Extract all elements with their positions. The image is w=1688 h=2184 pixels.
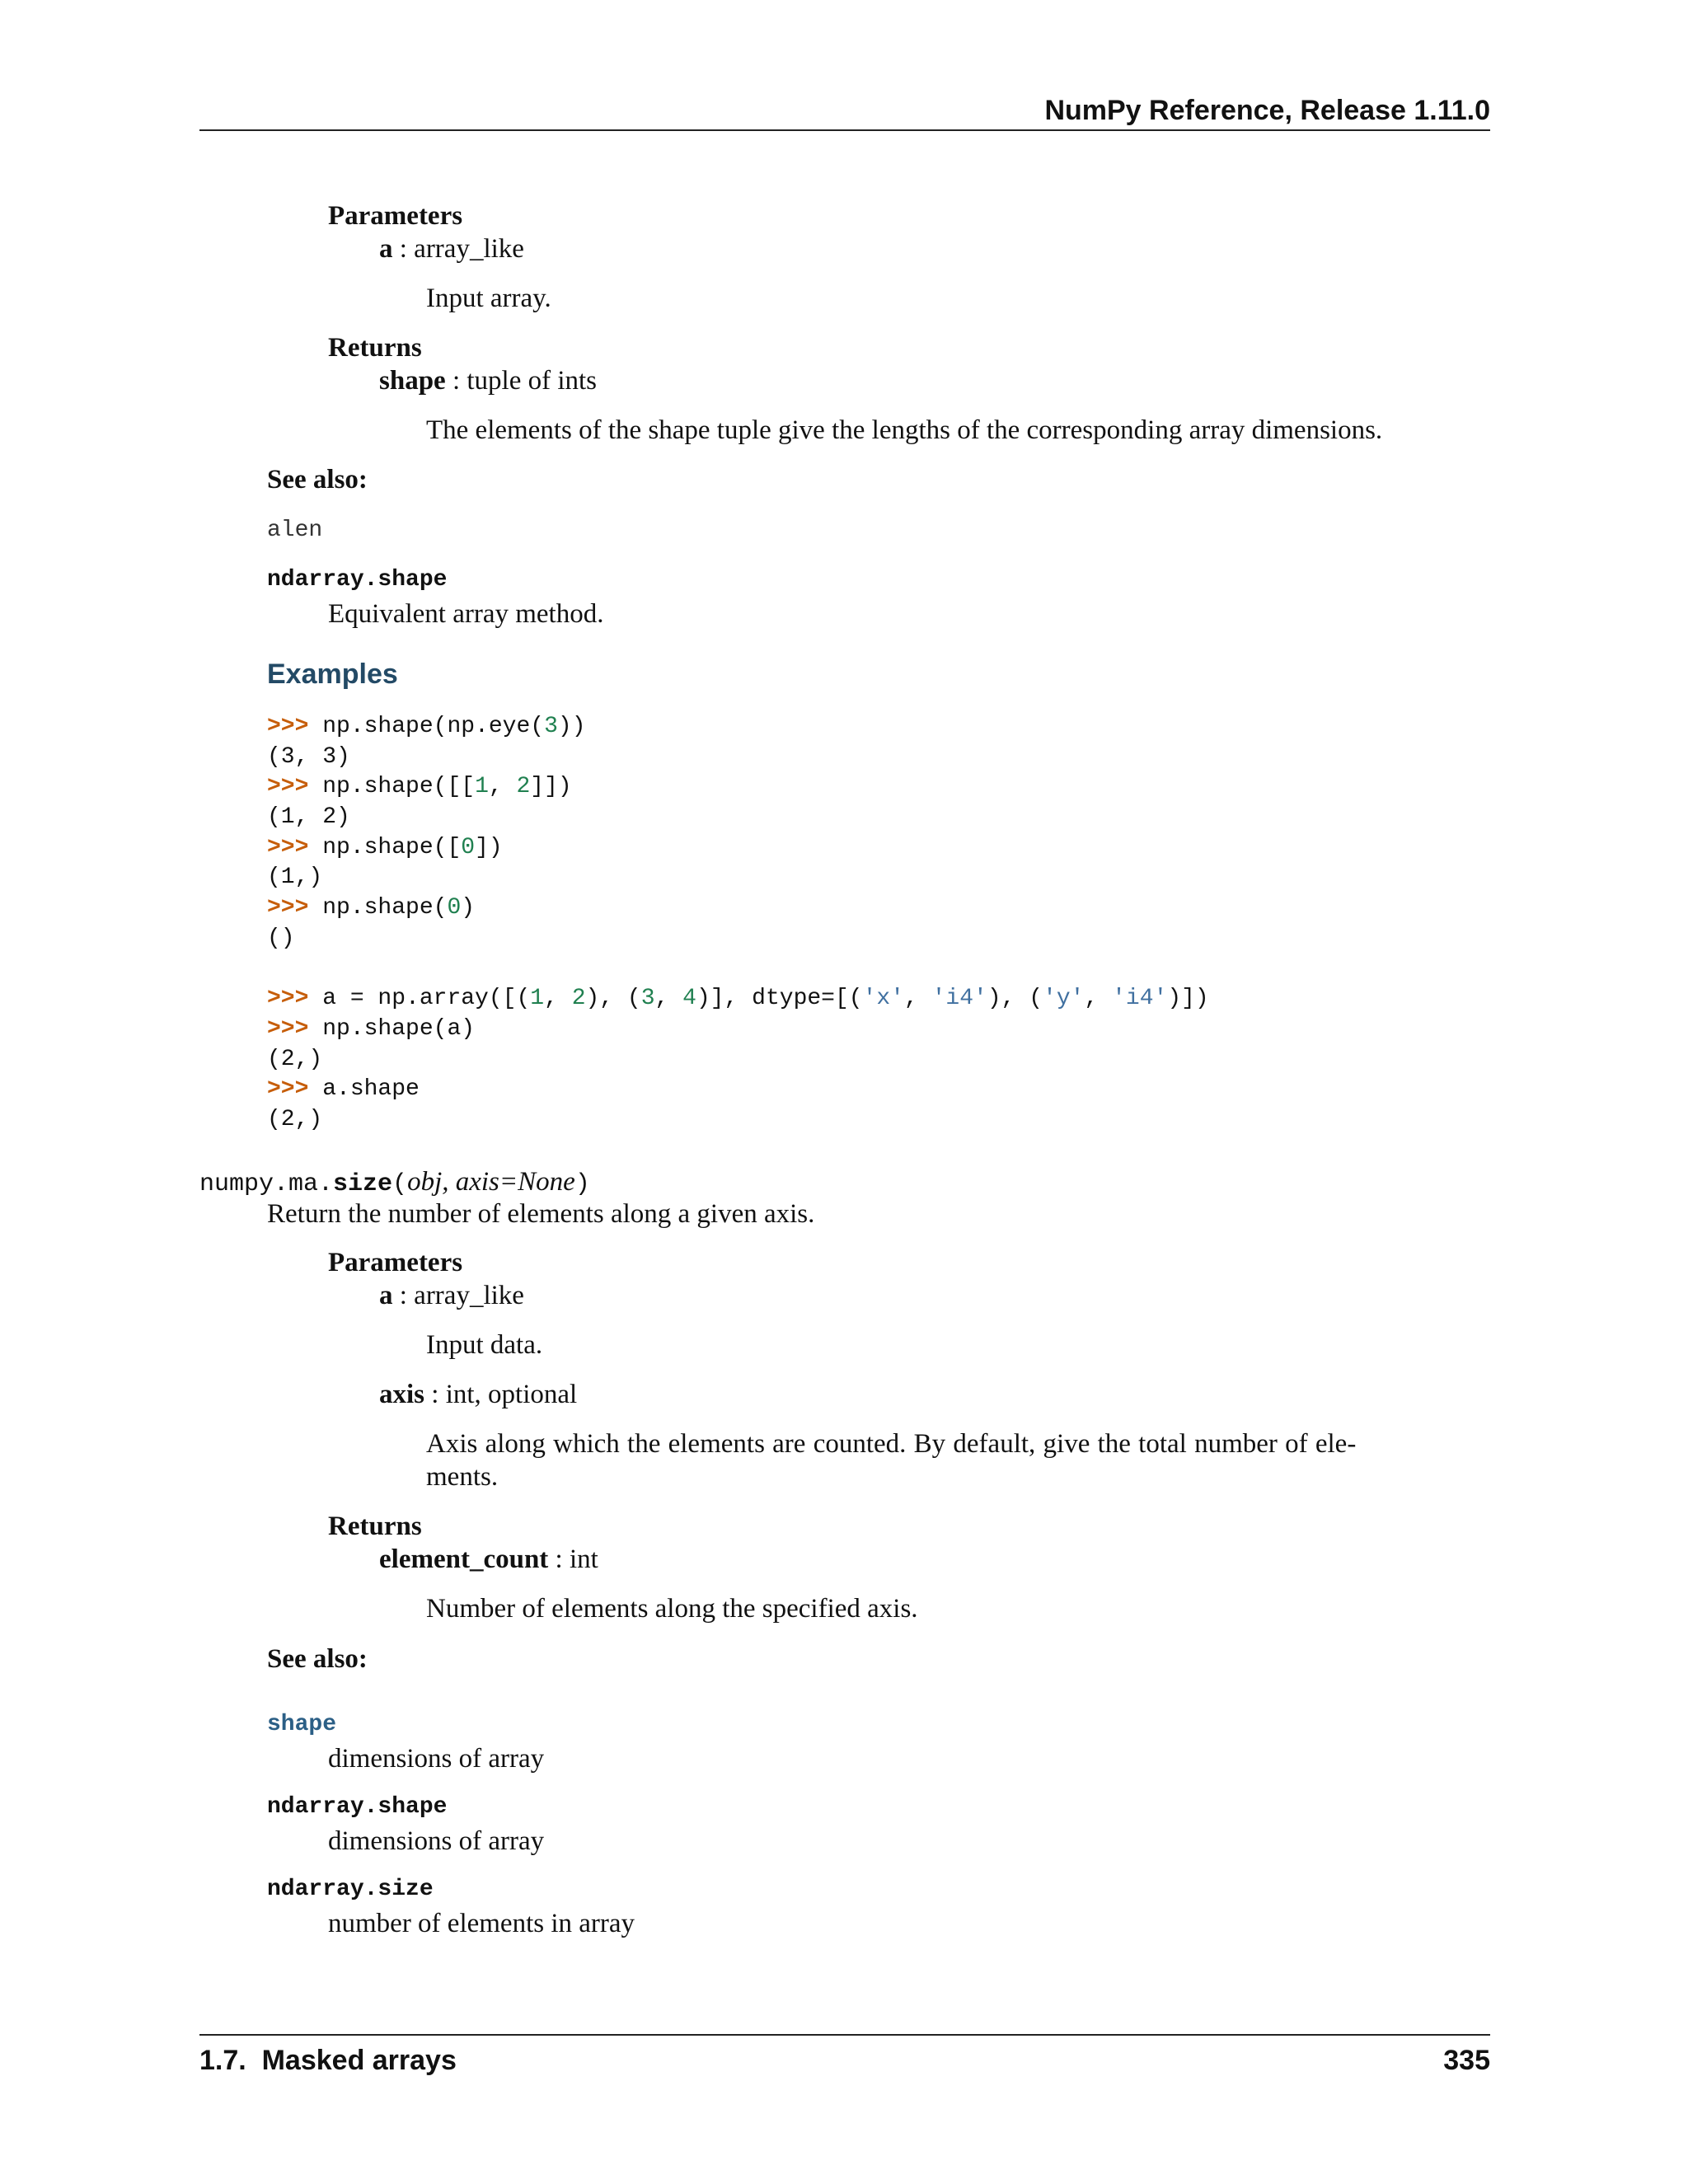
size-signature xyxy=(199,1165,590,1199)
code-prompt: >>> xyxy=(267,1076,309,1103)
code-token: a = np.array([( xyxy=(308,986,531,1012)
size-summary: Return the number of elements along a given axis. xyxy=(267,1199,815,1229)
code-token: 'i4' xyxy=(931,986,987,1012)
code-prompt: >>> xyxy=(267,895,309,921)
size-return-desc: Number of elements along the specified axis. xyxy=(426,1594,918,1624)
code-line xyxy=(267,743,1209,773)
code-token: ) xyxy=(461,895,476,921)
param-a xyxy=(379,232,524,265)
code-token: 'i4' xyxy=(1112,986,1168,1012)
code-token: (1, 2) xyxy=(267,804,350,831)
code-token: )) xyxy=(557,714,586,739)
signature-args: obj, axis=None xyxy=(407,1167,575,1197)
size-returns-label: Returns xyxy=(328,1511,422,1541)
see-also-ndarray-shape-desc: dimensions of array xyxy=(328,1826,545,1856)
code-token: 0 xyxy=(461,834,476,860)
size-param-axis-desc-line1: Axis along which the elements are counted. By default, give the total number of ele- xyxy=(426,1429,1357,1459)
code-line xyxy=(267,924,1209,954)
code-line xyxy=(267,1075,1209,1105)
header-rule xyxy=(199,129,1490,131)
param-sep: : xyxy=(392,234,415,264)
parameters-label: Parameters xyxy=(328,201,463,231)
signature-close-paren: ) xyxy=(574,1170,590,1198)
param-name: axis xyxy=(379,1380,425,1409)
code-token: (2,) xyxy=(267,1046,323,1072)
examples-heading: Examples xyxy=(267,658,398,690)
code-line xyxy=(267,712,1209,743)
param-type: array_like xyxy=(414,234,524,264)
code-token: 2 xyxy=(516,774,531,800)
see-also-label: See also: xyxy=(267,465,368,494)
code-prompt: >>> xyxy=(267,1015,309,1042)
footer-section-title: 1.7. Masked arrays xyxy=(199,2045,457,2076)
returns-label: Returns xyxy=(328,333,422,363)
return-shape-desc: The elements of the shape tuple give the lengths of the corresponding array dimensions. xyxy=(426,415,1383,445)
code-token: 2 xyxy=(571,986,586,1012)
code-token: np.shape( xyxy=(308,895,448,921)
code-token: np.shape([ xyxy=(308,834,462,860)
code-line xyxy=(267,984,1209,1015)
code-token: np.shape(np.eye( xyxy=(308,714,545,739)
examples-code-block xyxy=(267,712,1209,1136)
code-line xyxy=(267,1015,1209,1045)
param-type: array_like xyxy=(414,1281,524,1310)
code-line xyxy=(267,833,1209,864)
see-also-ndarray-size-link[interactable]: ndarray.size xyxy=(267,1877,434,1902)
signature-open-paren: ( xyxy=(392,1170,408,1198)
see-also-ndarray-shape-link[interactable]: ndarray.shape xyxy=(267,567,448,593)
code-token: , xyxy=(904,986,932,1012)
code-token: 1 xyxy=(530,986,545,1012)
code-line xyxy=(267,863,1209,893)
param-sep: : xyxy=(392,1281,415,1310)
code-line xyxy=(267,772,1209,803)
code-token: 'y' xyxy=(1043,986,1085,1012)
size-param-a xyxy=(379,1279,524,1312)
code-token: (2,) xyxy=(267,1106,323,1132)
code-line xyxy=(267,893,1209,924)
code-token: 0 xyxy=(447,895,462,921)
return-shape xyxy=(379,364,597,397)
see-also-shape-link[interactable]: shape xyxy=(267,1712,337,1737)
code-token: 'x' xyxy=(862,986,905,1012)
code-token: 4 xyxy=(682,986,696,1012)
code-token: , xyxy=(488,774,517,800)
code-token: ]) xyxy=(475,834,503,860)
footer-rule xyxy=(199,2034,1490,2036)
code-line xyxy=(267,803,1209,833)
code-line xyxy=(267,1045,1209,1076)
see-also-ndarray-shape-link[interactable]: ndarray.shape xyxy=(267,1794,448,1820)
code-line xyxy=(267,1105,1209,1136)
see-also-ndarray-shape-desc: Equivalent array method. xyxy=(328,599,604,629)
code-token: 3 xyxy=(544,714,558,739)
code-token: () xyxy=(267,925,295,951)
code-token: ), ( xyxy=(987,986,1043,1012)
return-type: int xyxy=(569,1544,598,1574)
code-prompt: >>> xyxy=(267,774,309,800)
size-param-a-desc: Input data. xyxy=(426,1330,543,1360)
size-parameters-label: Parameters xyxy=(328,1248,463,1277)
code-token: , xyxy=(1084,986,1113,1012)
return-sep: : xyxy=(445,366,467,396)
return-name: shape xyxy=(379,366,446,396)
footer-page-number: 335 xyxy=(1443,2045,1490,2076)
code-token: ]]) xyxy=(530,774,572,800)
param-name: a xyxy=(379,234,393,264)
code-token: 1 xyxy=(475,774,489,800)
return-sep: : xyxy=(548,1544,570,1574)
size-param-axis xyxy=(379,1378,577,1411)
param-sep: : xyxy=(424,1380,446,1409)
code-token: ), ( xyxy=(585,986,641,1012)
see-also-ndarray-size-desc: number of elements in array xyxy=(328,1909,635,1938)
return-type: tuple of ints xyxy=(467,366,598,396)
see-also-alen-link[interactable]: alen xyxy=(267,518,323,543)
code-token: np.shape([[ xyxy=(308,774,476,800)
code-line xyxy=(267,954,1209,985)
see-also-shape-desc: dimensions of array xyxy=(328,1744,545,1774)
param-type: int, optional xyxy=(445,1380,578,1409)
code-token: a.shape xyxy=(308,1076,420,1103)
code-token: , xyxy=(544,986,572,1012)
param-a-desc: Input array. xyxy=(426,284,551,313)
signature-prefix: numpy.ma. xyxy=(199,1170,334,1198)
size-see-also-label: See also: xyxy=(267,1644,368,1674)
code-token: (1,) xyxy=(267,865,323,891)
code-token: 3 xyxy=(640,986,655,1012)
code-token: )]) xyxy=(1167,986,1209,1012)
page-header-title: NumPy Reference, Release 1.11.0 xyxy=(1044,95,1490,126)
return-name: element_count xyxy=(379,1544,549,1574)
code-prompt: >>> xyxy=(267,986,309,1012)
code-prompt: >>> xyxy=(267,714,309,739)
signature-name: size xyxy=(333,1170,393,1198)
code-token: , xyxy=(654,986,683,1012)
size-return-element-count xyxy=(379,1543,598,1576)
code-prompt: >>> xyxy=(267,834,309,860)
code-token: (3, 3) xyxy=(267,743,350,770)
param-name: a xyxy=(379,1281,393,1310)
code-token: np.shape(a) xyxy=(308,1015,476,1042)
size-param-axis-desc-line2: ments. xyxy=(426,1462,499,1492)
code-token: )], dtype=[( xyxy=(696,986,863,1012)
